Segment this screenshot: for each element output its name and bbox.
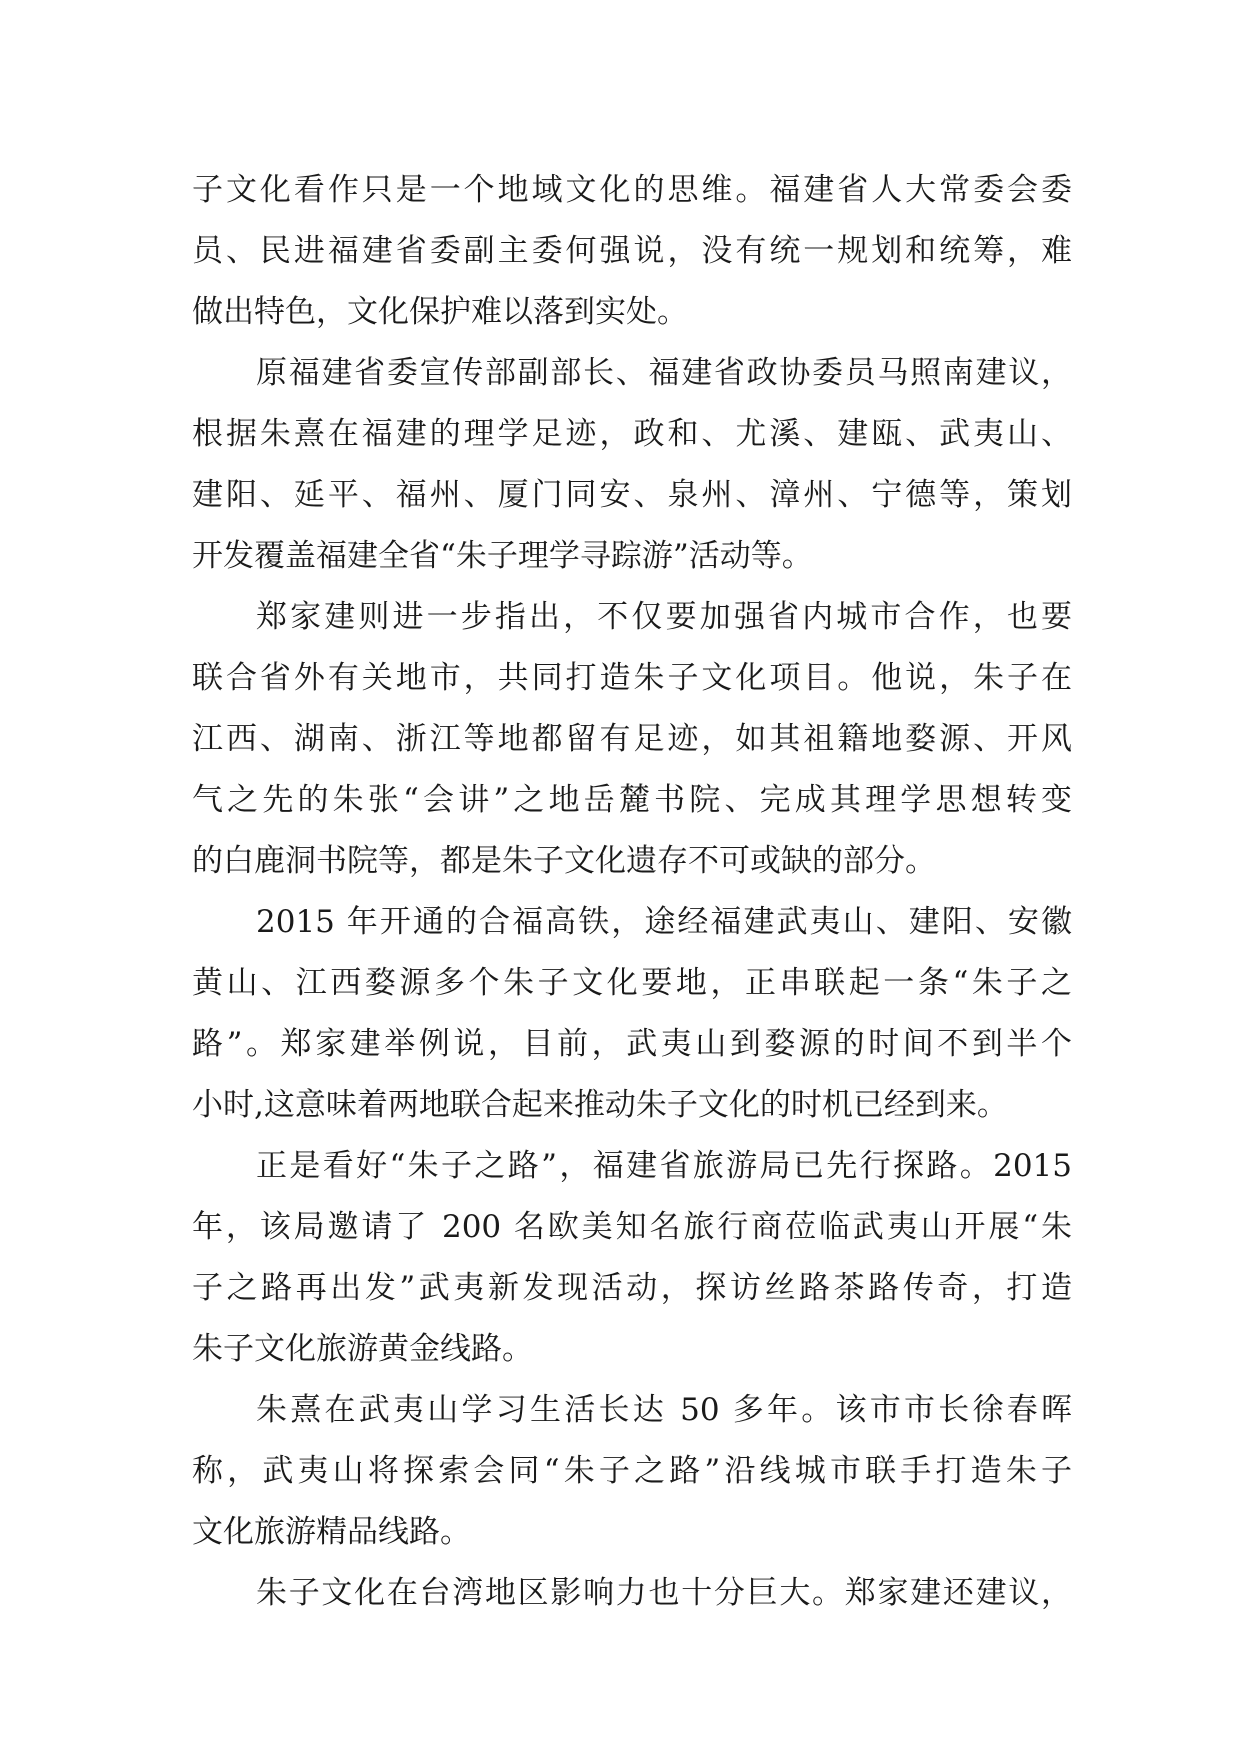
text-line: 江西、湖南、浙江等地都留有足迹，如其祖籍地婺源、开风 (192, 721, 1072, 757)
document-body (192, 160, 1072, 1624)
text-line: 朱子文化在台湾地区影响力也十分巨大。郑家建还建议， (256, 1575, 1072, 1611)
text-line: 子之路再出发”武夷新发现活动，探访丝路茶路传奇，打造 (192, 1270, 1072, 1306)
text-line: 建阳、延平、福州、厦门同安、泉州、漳州、宁德等，策划 (192, 477, 1072, 513)
text-line: 气之先的朱张“会讲”之地岳麓书院、完成其理学思想转变 (192, 782, 1072, 818)
text-line: 正是看好“朱子之路”，福建省旅游局已先行探路。2015 (256, 1148, 1072, 1184)
text-line: 做出特色，文化保护难以落到实处。 (192, 294, 688, 330)
text-line: 的白鹿洞书院等，都是朱子文化遗存不可或缺的部分。 (192, 843, 936, 879)
text-line: 朱熹在武夷山学习生活长达 50 多年。该市市长徐春晖 (256, 1392, 1072, 1428)
text-line: 根据朱熹在福建的理学足迹，政和、尤溪、建瓯、武夷山、 (192, 416, 1072, 452)
text-line: 朱子文化旅游黄金线路。 (192, 1331, 533, 1367)
text-line: 称，武夷山将探索会同“朱子之路”沿线城市联手打造朱子 (192, 1453, 1072, 1489)
text-line: 路”。郑家建举例说，目前，武夷山到婺源的时间不到半个 (192, 1026, 1072, 1062)
text-line: 文化旅游精品线路。 (192, 1514, 471, 1550)
text-line: 开发覆盖福建全省“朱子理学寻踪游”活动等。 (192, 538, 813, 574)
text-line: 子文化看作只是一个地域文化的思维。福建省人大常委会委 (192, 172, 1072, 208)
text-line: 原福建省委宣传部副部长、福建省政协委员马照南建议， (256, 355, 1072, 391)
text-line: 黄山、江西婺源多个朱子文化要地，正串联起一条“朱子之 (192, 965, 1072, 1001)
text-line: 小时,这意味着两地联合起来推动朱子文化的时机已经到来。 (192, 1087, 1008, 1123)
text-line: 2015 年开通的合福高铁，途经福建武夷山、建阳、安徽 (256, 904, 1072, 940)
text-line: 员、民进福建省委副主委何强说，没有统一规划和统筹，难 (192, 233, 1072, 269)
text-line: 联合省外有关地市，共同打造朱子文化项目。他说，朱子在 (192, 660, 1072, 696)
text-line: 郑家建则进一步指出，不仅要加强省内城市合作，也要 (256, 599, 1072, 635)
text-line: 年，该局邀请了 200 名欧美知名旅行商莅临武夷山开展“朱 (192, 1209, 1072, 1245)
